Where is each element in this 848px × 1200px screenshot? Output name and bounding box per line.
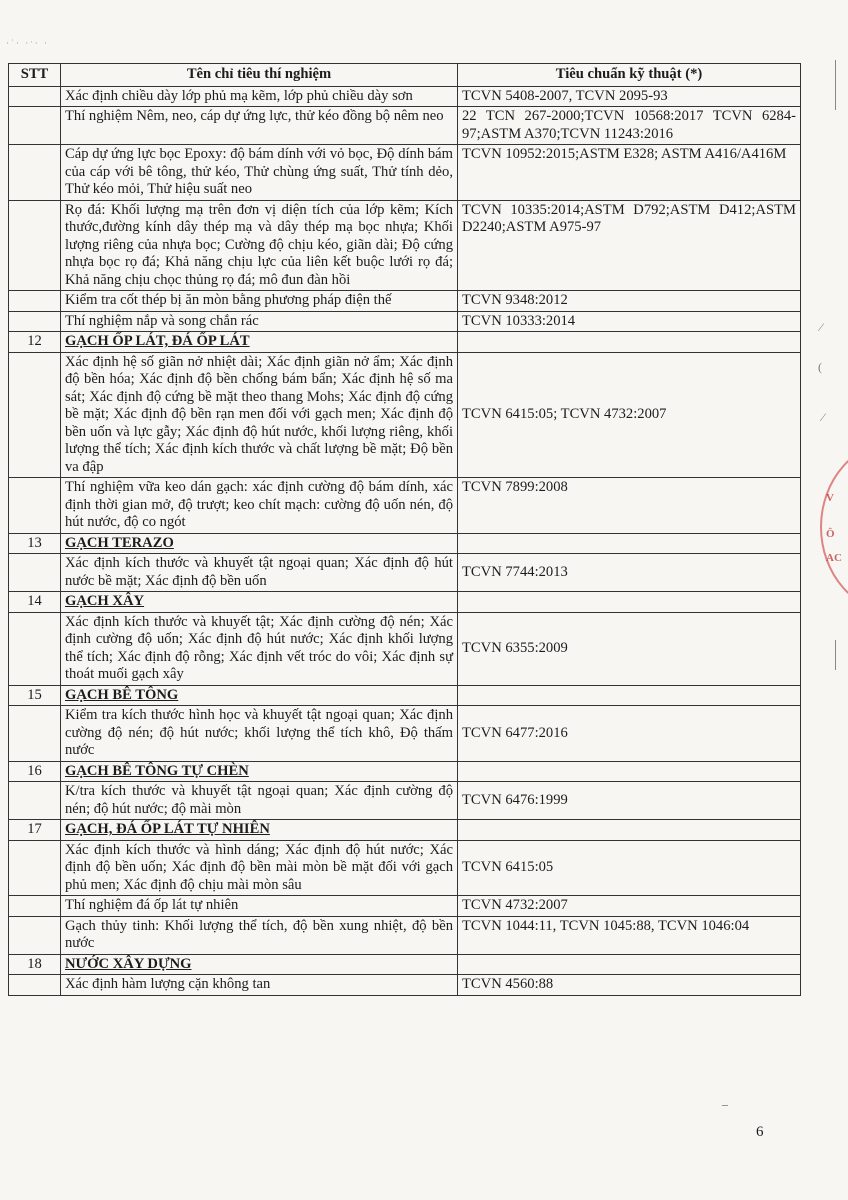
section-row	[9, 332, 801, 353]
stt-cell	[9, 612, 61, 685]
section-row	[9, 954, 801, 975]
stt-cell: 14	[9, 592, 61, 613]
section-title: NƯỚC XÂY DỰNG	[61, 954, 458, 975]
standard-cell: TCVN 5408-2007, TCVN 2095-93	[458, 86, 801, 107]
standard-cell: TCVN 10333:2014	[458, 311, 801, 332]
standard-cell: TCVN 6355:2009	[458, 612, 801, 685]
standard-cell: TCVN 1044:11, TCVN 1045:88, TCVN 1046:04	[458, 916, 801, 954]
stt-cell: 12	[9, 332, 61, 353]
test-name-cell: Thí nghiệm Nêm, neo, cáp dự ứng lực, thử kéo đồng bộ nêm neo	[61, 107, 458, 145]
standard-cell	[458, 954, 801, 975]
table-row	[9, 478, 801, 534]
standard-cell: TCVN 6415:05; TCVN 4732:2007	[458, 352, 801, 478]
page-number: 6	[756, 1124, 764, 1140]
stt-cell	[9, 200, 61, 291]
test-name-cell: Xác định chiều dày lớp phủ mạ kẽm, lớp phủ chiều dày sơn	[61, 86, 458, 107]
standard-cell	[458, 592, 801, 613]
table-row	[9, 291, 801, 312]
standard-cell: TCVN 4732:2007	[458, 896, 801, 917]
stt-cell	[9, 782, 61, 820]
table-row	[9, 200, 801, 291]
test-name-cell: Kiểm tra cốt thép bị ăn mòn bằng phương pháp điện thế	[61, 291, 458, 312]
table-row	[9, 352, 801, 478]
stt-cell	[9, 896, 61, 917]
margin-line	[835, 60, 836, 110]
stt-cell: 18	[9, 954, 61, 975]
test-name-cell: Xác định kích thước và hình dáng; Xác định độ hút nước; Xác định độ bền uốn; Xác định độ bền mài mòn bề mặt đối với gạch phủ men; Xác định độ chịu mài mòn sâu	[61, 840, 458, 896]
standard-cell	[458, 820, 801, 841]
table-row	[9, 896, 801, 917]
standard-cell: TCVN 10335:2014;ASTM D792;ASTM D412;ASTM D2240;ASTM A975-97	[458, 200, 801, 291]
table-row	[9, 107, 801, 145]
section-row	[9, 685, 801, 706]
table-row	[9, 916, 801, 954]
standard-cell: 22 TCN 267-2000;TCVN 10568:2017 TCVN 6284-97;ASTM A370;TCVN 11243:2016	[458, 107, 801, 145]
standard-cell: TCVN 6477:2016	[458, 706, 801, 762]
table-row	[9, 86, 801, 107]
stt-cell	[9, 916, 61, 954]
section-title: GẠCH ỐP LÁT, ĐÁ ỐP LÁT	[61, 332, 458, 353]
test-name-cell: Thí nghiệm đá ốp lát tự nhiên	[61, 896, 458, 917]
stt-cell	[9, 478, 61, 534]
standard-cell: TCVN 6476:1999	[458, 782, 801, 820]
header-test-name: Tên chỉ tiêu thí nghiệm	[61, 64, 458, 87]
table-row	[9, 840, 801, 896]
dash-mark: –	[722, 1097, 728, 1111]
stt-cell	[9, 86, 61, 107]
red-stamp-fragment: V Ô AC	[818, 440, 848, 620]
stt-cell: 15	[9, 685, 61, 706]
table-row	[9, 145, 801, 201]
table-row	[9, 612, 801, 685]
test-name-cell: Cáp dự ứng lực bọc Epoxy: độ bám dính với vỏ bọc, Độ dính bám của cáp với bê tông, thử kéo, Thử chùng ứng suất, Thử tính dẻo, Thử kéo mỏi, Thử hiệu suất neo	[61, 145, 458, 201]
section-title: GẠCH XÂY	[61, 592, 458, 613]
test-name-cell: Gạch thủy tinh: Khối lượng thể tích, độ bền xung nhiệt, độ bền nước	[61, 916, 458, 954]
stt-cell	[9, 311, 61, 332]
test-name-cell: Kiểm tra kích thước hình học và khuyết tật ngoại quan; Xác định cường độ nén; độ hút nước; khối lượng thể tích khô, Độ thấm nước	[61, 706, 458, 762]
stt-cell: 13	[9, 533, 61, 554]
test-name-cell: Xác định kích thước và khuyết tật; Xác định cường độ nén; Xác định cường độ uốn; Xác định độ hút nước; Xác định khối lượng thể tích; Xác định độ rỗng; Xác định vết tróc do vôi; Xác định sự thoát muối gạch xây	[61, 612, 458, 685]
scan-specks: ·˙· ·ˑ· ·	[6, 38, 49, 48]
table-header-row	[9, 64, 801, 87]
table-row	[9, 311, 801, 332]
standard-cell	[458, 533, 801, 554]
margin-line	[835, 640, 836, 670]
table-row	[9, 706, 801, 762]
standard-cell	[458, 332, 801, 353]
test-name-cell: Rọ đá: Khối lượng mạ trên đơn vị diện tích của lớp kẽm; Kích thước,đường kính dây thép mạ và dây thép mạ bọc nhựa; Khối lượng riêng của nhựa bọc; Cường độ chịu kéo, giãn dài; Độ cứng nhựa bọc rọ đá; Khả năng chịu lực của liên kết buộc lưới rọ đá; Khả năng chịu chọc thủng rọ đá; mô đun đàn hồi	[61, 200, 458, 291]
standard-cell: TCVN 7744:2013	[458, 554, 801, 592]
stt-cell	[9, 145, 61, 201]
stt-cell: 16	[9, 761, 61, 782]
test-name-cell: Xác định hệ số giãn nở nhiệt dài; Xác định giãn nở ẩm; Xác định độ bền hóa; Xác định độ bền chống bám bẩn; Xác định hệ số ma sát; Xác định độ cứng bề mặt theo thang Mohs; Xác định độ cứng bề mặt; Xác định độ bền rạn men đối với gạch men; Xác định độ bền uốn và lực gẫy; Xác định độ hút nước, khối lượng riêng, khối lượng thể tích; Xác định kích thước và chất lượng bề mặt; Độ bền va đập	[61, 352, 458, 478]
test-standards-table	[8, 63, 801, 996]
standard-cell: TCVN 4560:88	[458, 975, 801, 996]
table-row	[9, 782, 801, 820]
section-row	[9, 533, 801, 554]
section-row	[9, 592, 801, 613]
test-name-cell: Thí nghiệm nắp và song chắn rác	[61, 311, 458, 332]
header-stt: STT	[9, 64, 61, 87]
section-title: GẠCH BÊ TÔNG	[61, 685, 458, 706]
section-title: GẠCH TERAZO	[61, 533, 458, 554]
standard-cell: TCVN 7899:2008	[458, 478, 801, 534]
section-row	[9, 820, 801, 841]
standard-cell	[458, 685, 801, 706]
header-standard: Tiêu chuẩn kỹ thuật (*)	[458, 64, 801, 87]
standard-cell	[458, 761, 801, 782]
stt-cell	[9, 352, 61, 478]
test-name-cell: Xác định hàm lượng cặn không tan	[61, 975, 458, 996]
standard-cell: TCVN 6415:05	[458, 840, 801, 896]
section-title: GẠCH BÊ TÔNG TỰ CHÈN	[61, 761, 458, 782]
table-row	[9, 554, 801, 592]
standard-cell: TCVN 10952:2015;ASTM E328; ASTM A416/A416M	[458, 145, 801, 201]
test-name-cell: K/tra kích thước và khuyết tật ngoại quan; Xác định cường độ nén; độ hút nước; độ mài mòn	[61, 782, 458, 820]
stt-cell	[9, 840, 61, 896]
stt-cell	[9, 554, 61, 592]
standard-cell: TCVN 9348:2012	[458, 291, 801, 312]
margin-marks: ⁄ ( ⁄	[818, 320, 825, 424]
section-row	[9, 761, 801, 782]
test-name-cell: Thí nghiệm vữa keo dán gạch: xác định cường độ bám dính, xác định thời gian mở, độ trượt; keo chít mạch: cường độ uốn nén, độ hút nước, độ co ngót	[61, 478, 458, 534]
stt-cell	[9, 706, 61, 762]
stt-cell: 17	[9, 820, 61, 841]
test-name-cell: Xác định kích thước và khuyết tật ngoại quan; Xác định độ hút nước bề mặt; Xác định độ bền uốn	[61, 554, 458, 592]
table-row	[9, 975, 801, 996]
stt-cell	[9, 291, 61, 312]
stt-cell	[9, 107, 61, 145]
section-title: GẠCH, ĐÁ ỐP LÁT TỰ NHIÊN	[61, 820, 458, 841]
stt-cell	[9, 975, 61, 996]
